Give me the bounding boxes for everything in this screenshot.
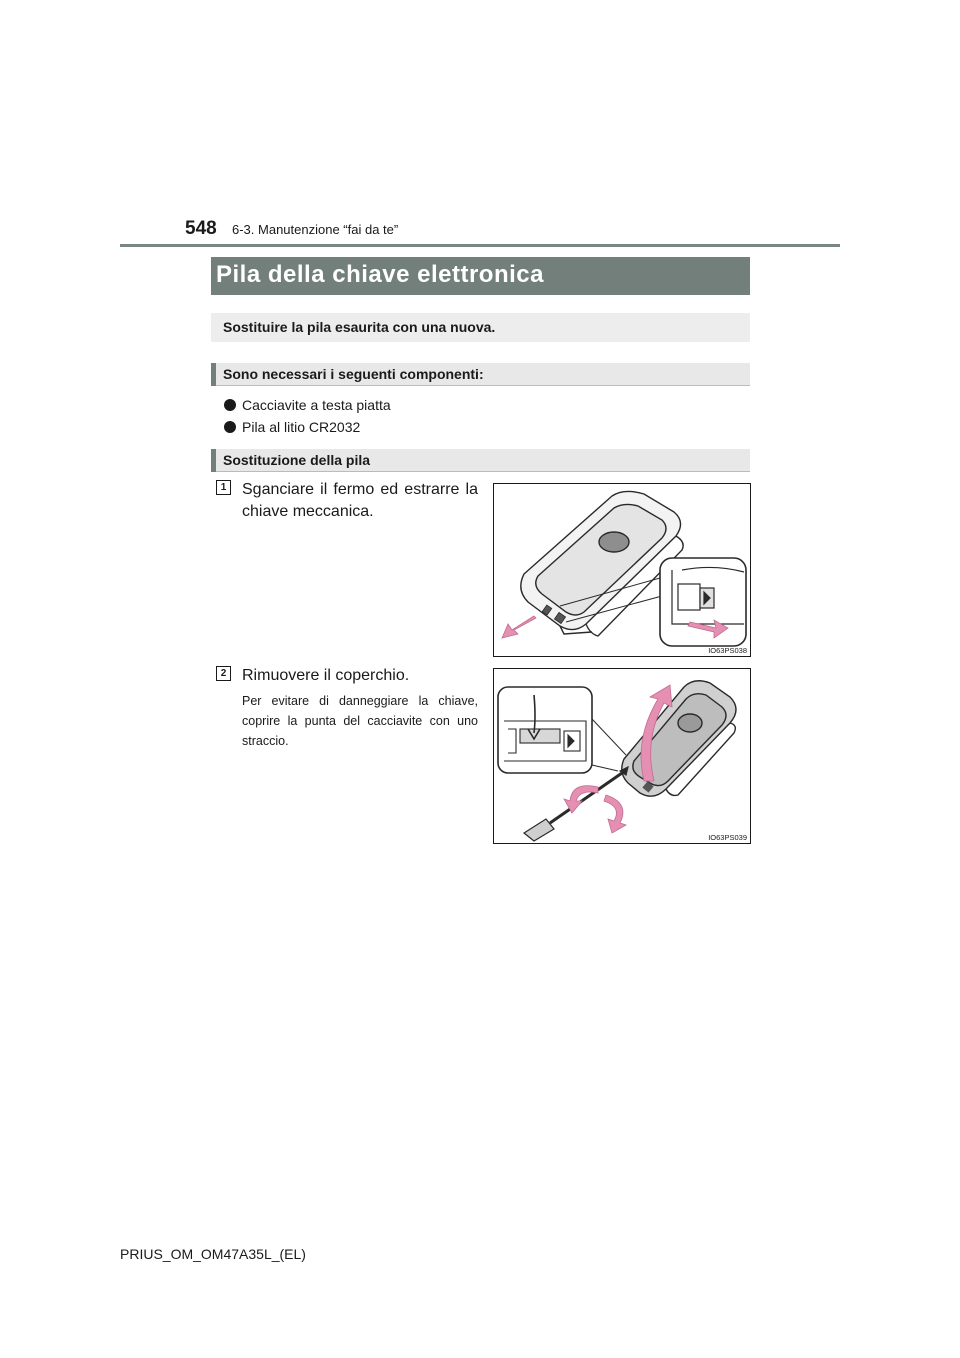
footer-model-code: PRIUS_OM_OM47A35L_(EL) xyxy=(120,1246,306,1262)
header-rule xyxy=(120,244,840,247)
key-fob-illustration xyxy=(494,484,750,656)
figure-cover-removal xyxy=(493,668,751,844)
component-item-label: Pila al litio CR2032 xyxy=(242,419,361,435)
components-heading: Sono necessari i seguenti componenti: xyxy=(211,363,750,386)
step-number-badge: 1 xyxy=(216,480,231,495)
cover-removal-illustration xyxy=(494,669,750,843)
page-number: 548 xyxy=(185,218,217,239)
bullet-icon xyxy=(224,421,236,433)
page-title: Pila della chiave elettronica xyxy=(211,257,750,295)
step-note: Per evitare di danneggiare la chiave, coprire la punta del cacciavite con uno straccio. xyxy=(242,694,478,748)
intro-text: Sostituire la pila esaurita con una nuova. xyxy=(211,313,750,342)
step-number-badge: 2 xyxy=(216,666,231,681)
step-instruction: Rimuovere il coperchio. xyxy=(242,667,410,684)
section-reference: 6-3. Manutenzione “fai da te” xyxy=(232,222,399,237)
replacement-heading: Sostituzione della pila xyxy=(211,449,750,472)
figure-code: IO63PS038 xyxy=(708,646,747,655)
component-item-label: Cacciavite a testa piatta xyxy=(242,397,391,413)
component-item xyxy=(224,419,360,435)
bullet-icon xyxy=(224,399,236,411)
figure-key-release xyxy=(493,483,751,657)
step-instruction: Sganciare il fermo ed estrarre la chiave meccanica. xyxy=(242,481,478,520)
figure-code: IO63PS039 xyxy=(708,833,747,842)
component-item xyxy=(224,397,391,413)
